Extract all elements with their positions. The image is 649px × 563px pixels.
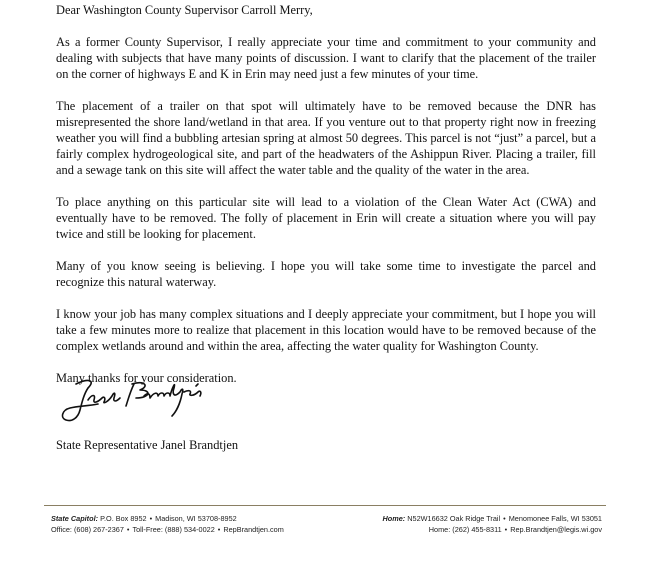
footer-home-line-2 <box>322 524 602 535</box>
footer-separator: • <box>126 525 130 534</box>
footer-home-address: N52W16632 Oak Ridge Trail <box>407 514 501 523</box>
footer-capitol-address: P.O. Box 8952 <box>100 514 147 523</box>
letter-body <box>56 2 596 386</box>
signer-name: State Representative Janel Brandtjen <box>56 438 239 452</box>
paragraph-placement: The placement of a trailer on that spot will ultimately have to be removed because the DNR has misrepresented the shore land/wetland in that area. If you venture out to that property right now in freezing weather you will find a bubbling artesian spring at almost 50 degrees. This parcel is not “just” a parcel, but a fairly complex hydrogeological site, and part of the headwaters of the Ashippun River. Placing a trailer, fill and a sewage tank on this site will affect the water table and the quality of the water in the area. <box>56 99 596 177</box>
footer-capitol-city: Madison, WI 53708-8952 <box>155 514 237 523</box>
footer-home-label: Home: <box>382 514 406 523</box>
footer-separator: • <box>503 514 506 523</box>
footer-capitol-contact <box>51 513 284 535</box>
footer-capitol-label: State Capitol: <box>51 514 99 523</box>
footer-office-phone: Office: (608) 267-2367 <box>51 525 124 534</box>
footer-capitol-line-1 <box>51 513 284 524</box>
footer-separator: • <box>217 525 221 534</box>
footer-toll-free-phone: Toll-Free: (888) 534-0022 <box>132 525 215 534</box>
footer-home-contact <box>322 513 602 535</box>
handwritten-signature <box>58 376 228 428</box>
paragraph-seeing-is-believing: Many of you know seeing is believing. I hope you will take some time to investigate the parcel and recognize this natural waterway. <box>56 259 596 289</box>
salutation: Dear Washington County Supervisor Carroll Merry, <box>56 3 313 17</box>
footer-home-phone: Home: (262) 455-8311 <box>428 525 502 534</box>
footer-email-link[interactable]: Rep.Brandtjen@legis.wi.gov <box>510 525 602 534</box>
footer-divider <box>44 505 606 506</box>
closing-line: Many thanks for your consideration. <box>56 371 237 385</box>
footer-separator: • <box>504 525 508 534</box>
footer-capitol-line-2 <box>51 524 284 535</box>
paragraph-appreciation: I know your job has many complex situations and I deeply appreciate your commitment, but I hope you will take a few minutes more to realize that placement in this location would have to be removed because of the complex wetlands around and within the area, affecting the water quality for Washington County. <box>56 307 596 353</box>
footer-website-link[interactable]: RepBrandtjen.com <box>223 525 284 534</box>
footer-home-line-1 <box>322 513 602 524</box>
footer-separator: • <box>149 514 153 523</box>
paragraph-intro: As a former County Supervisor, I really appreciate your time and commitment to your community and dealing with subjects that have many points of discussion. I want to clarify that the placement of the trailer on the corner of highways E and K in Erin may need just a few minutes of your time. <box>56 35 596 81</box>
footer-home-city: Menomonee Falls, WI 53051 <box>508 514 602 523</box>
paragraph-clean-water-act: To place anything on this particular site will lead to a violation of the Clean Water Act (CWA) and eventually have to be removed. The folly of placement in Erin will create a situation where you will pay twice and still be looking for placement. <box>56 195 596 241</box>
